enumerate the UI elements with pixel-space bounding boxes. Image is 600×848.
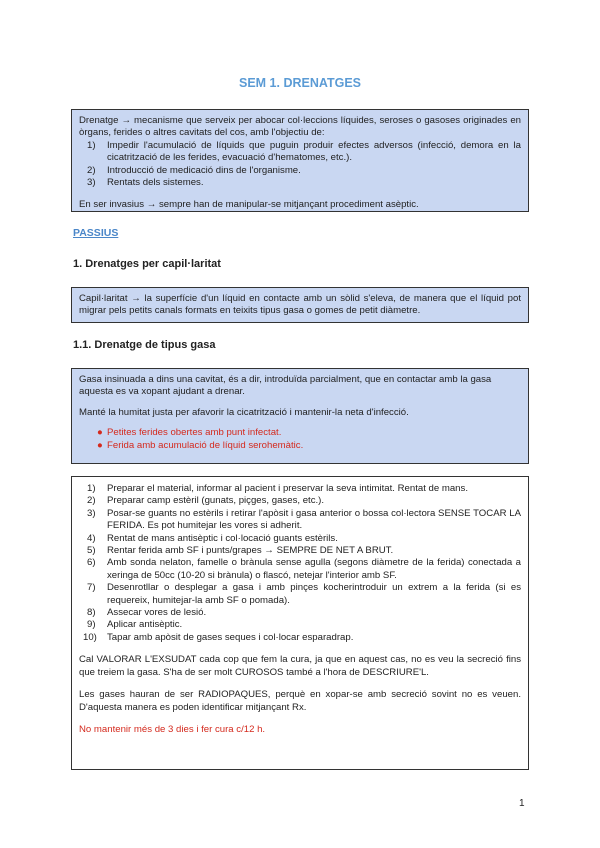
gauze-description: Gasa insinuada a dins una cavitat, és a dir, introduïda parcialment, que en contactar amb la gasa aquesta es va xopant ajudant a drenar. [79,374,492,398]
list-item: 6) Amb sonda nelaton, famelle o brànula sense agulla (segons diàmetre de la ferida) conectada a xeringa de 50cc (10-20 si brànula) o flascó, netejar l'interior amb SF. [87,557,521,581]
list-item: 1) Impedir l'acumulació de líquids que puguin produir efectes adversos (infecció, demora en la cicatrització de les ferides, evacuació d'hematomes, etc.). [87,139,521,164]
list-item: 3) Rentats dels sistemes. [87,177,204,189]
list-item: 1) Preparar el material, informar al pacient i preservar la seva intimitat. Rentat de mans. [87,483,468,494]
list-item: 9) Aplicar antisèptic. [87,619,183,631]
list-item: ● Petites ferides obertes amb punt infectat. [97,427,282,439]
gauze-box [71,368,529,464]
bullet-icon: ● [97,439,103,451]
page-title: SEM 1. DRENATGES [238,76,361,90]
capillarity-box [71,287,529,323]
procedure-steps [79,483,521,644]
intro-box [71,109,529,212]
heading-gauze-drainage: 1.1. Drenatge de tipus gasa [73,339,216,351]
list-item: 7) Desenrotllar o desplegar a gasa i amb pinçes kocherintroduir un extrem a la ferida (si es requereix, humitejar-la amb SF o pomada). [87,582,521,606]
procedure-box [71,476,529,770]
objectives-list [79,140,521,190]
list-item: 4) Rentat de mans antisèptic i col·locació guants estèrils. [87,532,338,544]
list-item: 2) Introducció de medicació dins de l'organisme. [87,164,301,176]
radiopaque-note: Les gases hauran de ser RADIOPAQUES, perquè en xopar-se amb secreció sovint no es veuen. D'aquesta manera es poden identificar mitjançant Rx. [79,689,521,713]
page-number: 1 [519,798,525,809]
humidity-note: Manté la humitat justa per afavorir la cicatrització i mantenir-la neta d'infecció. [79,406,409,418]
list-item: 3) Posar-se guants no estèrils i retirar l'apòsit i gasa anterior o bossa col·lectora SENSE TOCAR LA FERIDA. Es pot humitejar les vores si adherit. [87,507,521,532]
bullet-icon: ● [97,427,103,439]
duration-warning: No mantenir més de 3 dies i fer cura c/12 h. [79,723,266,735]
drainage-definition: Drenatge → mecanisme que serveix per abocar col·leccions líquides, seroses o gasoses originades en òrgans, ferides o altres cavitats del cos, amb l'objectiu de: [79,115,521,139]
heading-capillarity: 1. Drenatges per capil·laritat [73,258,221,270]
list-item: 10) Tapar amb apòsit de gases seques i col·locar esparadrap. [83,631,354,643]
list-item: 8) Assecar vores de lesió. [87,607,207,619]
list-item: 5) Rentar ferida amb SF i punts/grapes → SEMPRE DE NET A BRUT. [87,545,394,557]
aseptic-note: En ser invasius → sempre han de manipular-se mitjançant procediment asèptic. [79,199,419,211]
list-item: 2) Preparar camp estèril (gunats, piçges, gases, etc.). [87,495,325,507]
capillarity-definition: Capil·laritat → la superfície d'un líquid en contacte amb un sòlid s'eleva, de manera que el líquid pot migrar pels petits canals formats en teixits tipus gasa o gomes de petit diàmetre. [79,293,521,317]
exudate-note: Cal VALORAR L'EXSUDAT cada cop que fem la cura, ja que en aquest cas, no es veu la secreció fins que treiem la gasa. S'ha de ser molt CUROSOS també a l'hora de DESCRIURE'L. [79,654,521,678]
indications-list [79,427,521,452]
section-passius-link[interactable]: PASSIUS [73,227,119,239]
list-item: ● Ferida amb acumulació de líquid serohemàtic. [97,439,304,451]
